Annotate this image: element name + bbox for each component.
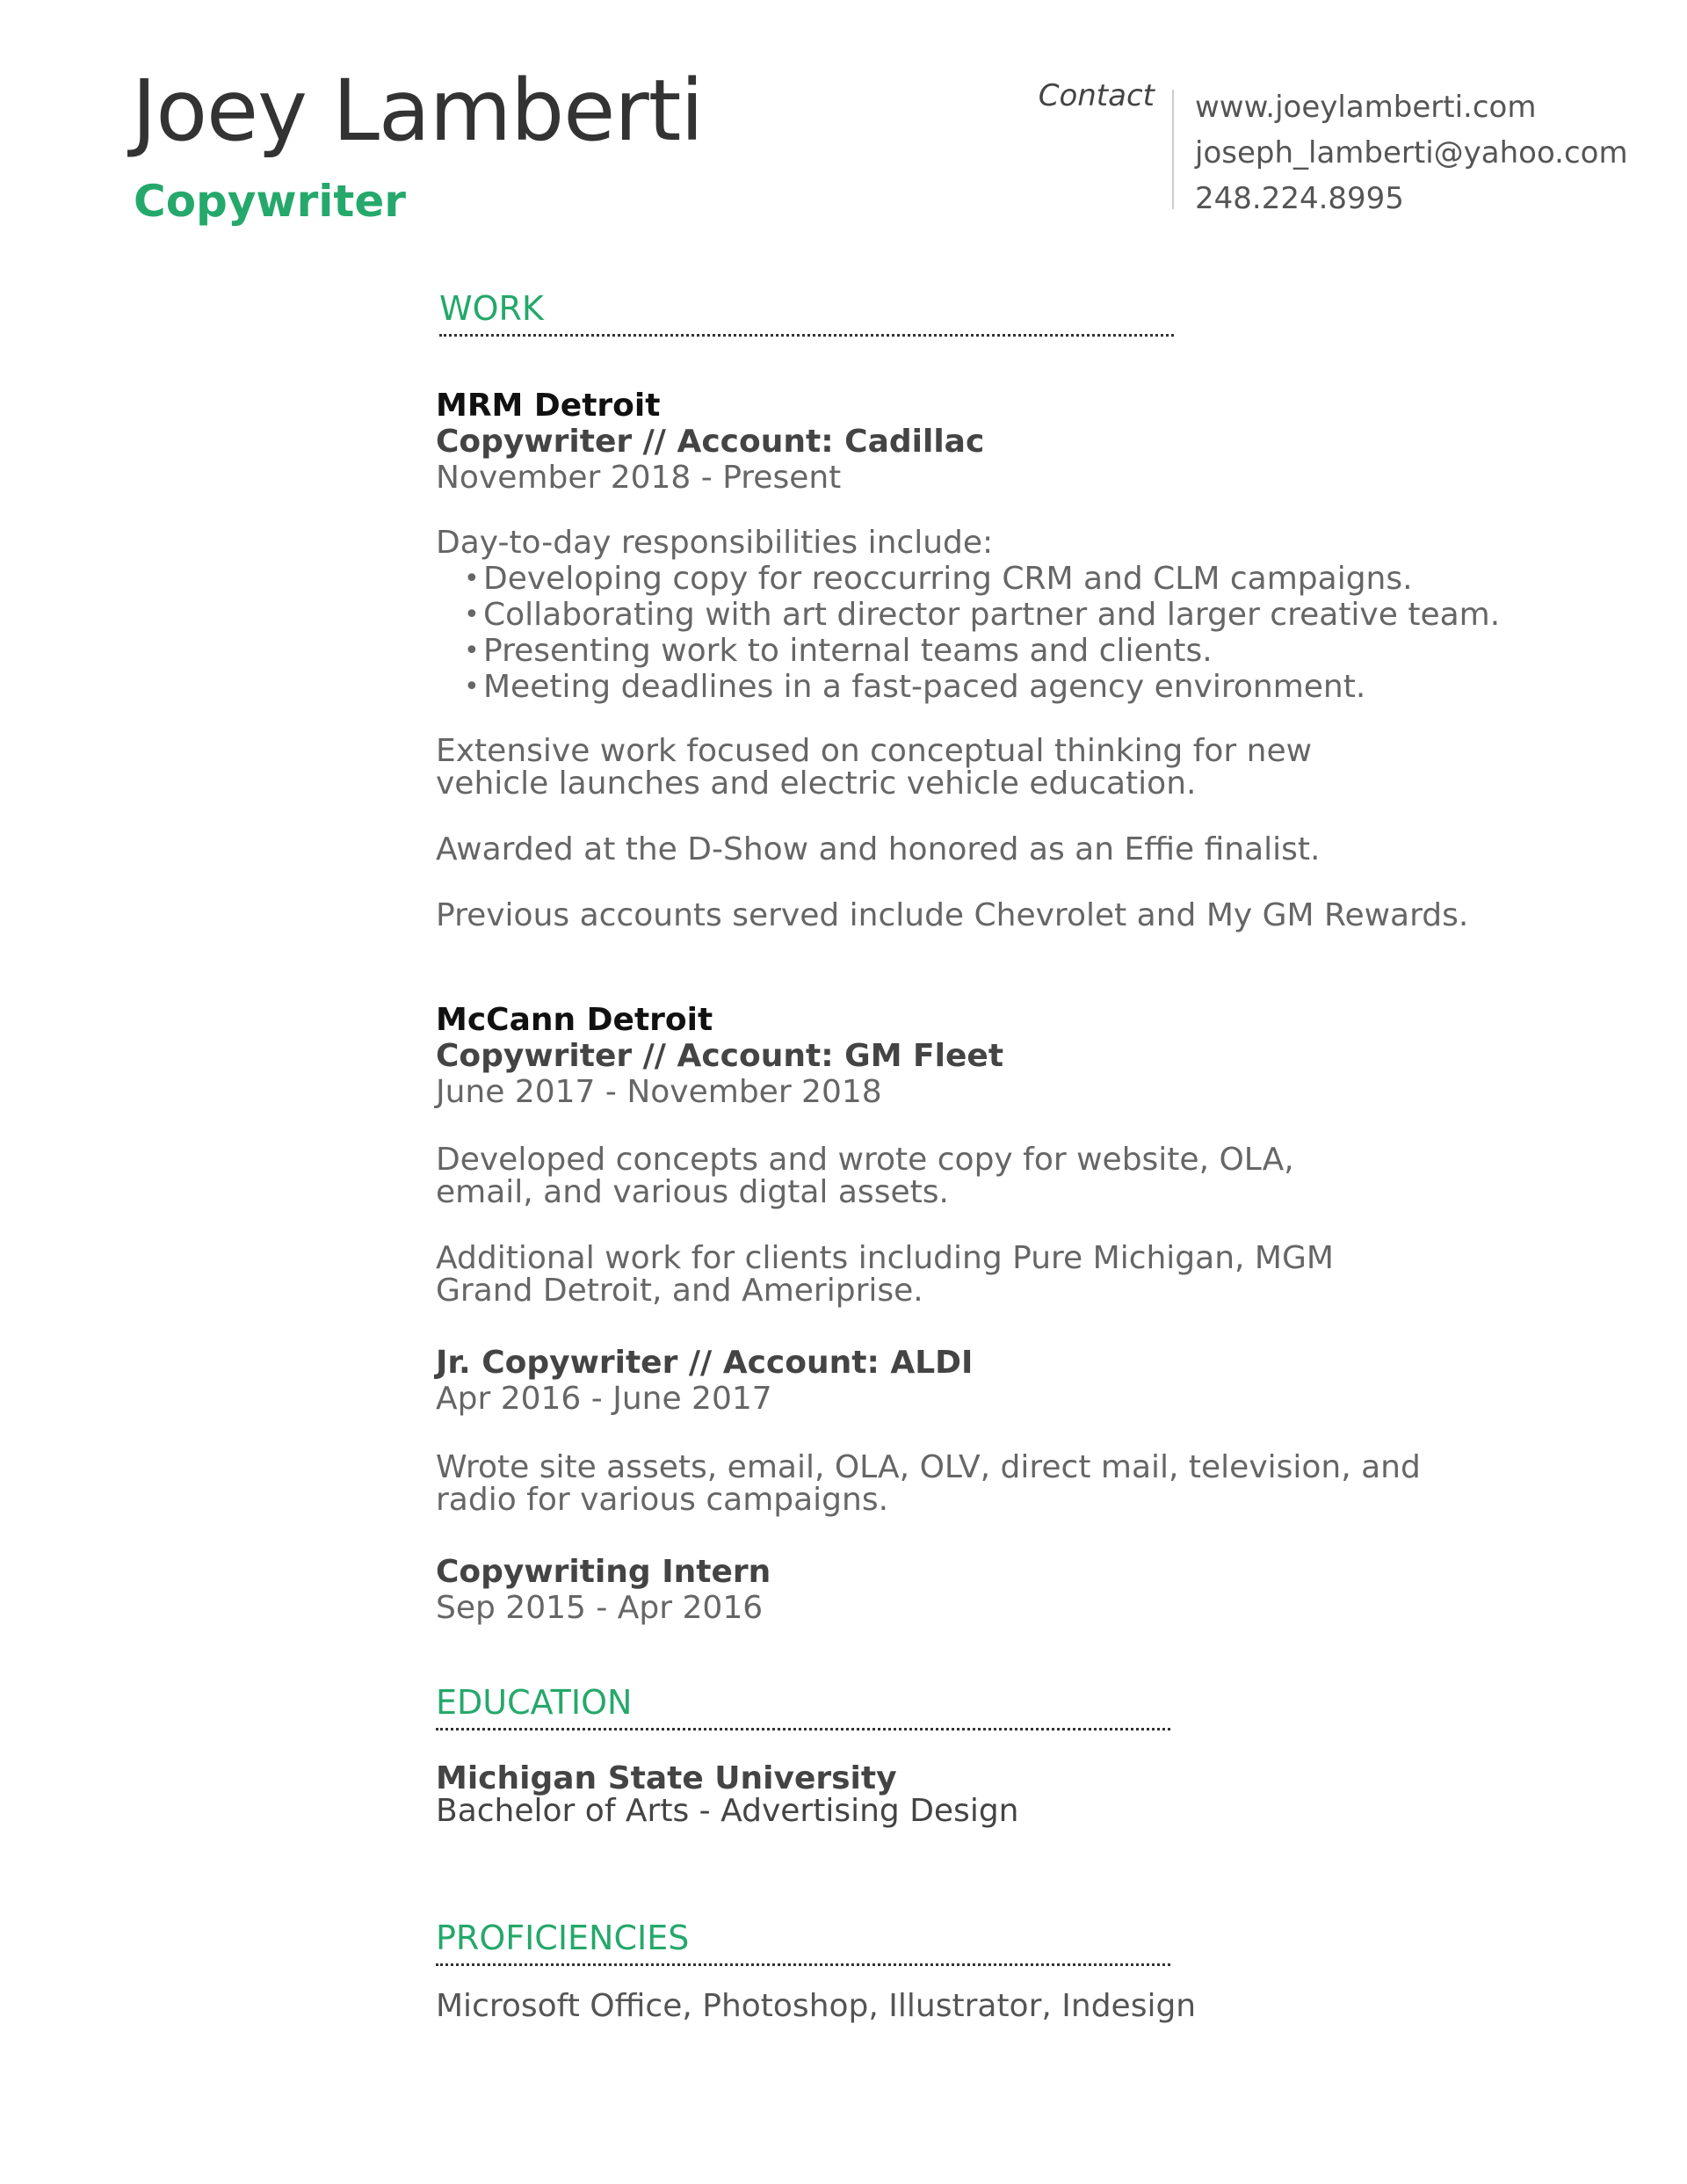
job-paragraph: Developed concepts and wrote copy for website, OLA, email, and various digtal assets. bbox=[436, 1142, 1294, 1210]
job-paragraph: Awarded at the D-Show and honored as an Effie finalist. bbox=[436, 831, 1321, 867]
job-title: Jr. Copywriter // Account: ALDI bbox=[436, 1345, 974, 1381]
resume-name: Joey Lamberti bbox=[132, 62, 704, 160]
job-title: Copywriter // Account: GM Fleet bbox=[436, 1038, 1004, 1074]
job-mrm-responsibilities bbox=[436, 525, 1501, 705]
list-item: • Developing copy for reoccurring CRM and CLM campaigns. bbox=[464, 561, 1413, 597]
list-item: • Presenting work to internal teams and clients. bbox=[464, 633, 1213, 669]
contact-list bbox=[1195, 84, 1628, 221]
contact-divider bbox=[1172, 90, 1174, 209]
contact-website: www.joeylamberti.com bbox=[1195, 90, 1537, 125]
job-paragraph: Additional work for clients including Pure Michigan, MGM Grand Detroit, and Ameriprise. bbox=[436, 1240, 1334, 1309]
contact-label: Contact bbox=[1038, 78, 1155, 113]
contact-email: joseph_lamberti@yahoo.com bbox=[1195, 135, 1628, 171]
responsibilities-list bbox=[436, 561, 1501, 705]
degree: Bachelor of Arts - Advertising Design bbox=[436, 1793, 1019, 1829]
job-aldi-header bbox=[436, 1345, 1473, 1417]
section-title-work: WORK bbox=[439, 292, 1174, 337]
list-item: • Meeting deadlines in a fast-paced agency environment. bbox=[464, 669, 1366, 705]
job-title: Copywriting Intern bbox=[436, 1554, 771, 1590]
resume-role: Copywriter bbox=[134, 176, 406, 227]
company-name: MRM Detroit bbox=[436, 388, 661, 424]
section-title-education: EDUCATION bbox=[436, 1686, 1170, 1731]
contact-phone: 248.224.8995 bbox=[1195, 181, 1404, 216]
proficiencies-list: Microsoft Office, Photoshop, Illustrator, Indesign bbox=[436, 1988, 1197, 2024]
job-mrm-header bbox=[436, 388, 1473, 496]
job-dates: Apr 2016 - June 2017 bbox=[436, 1381, 772, 1417]
job-paragraph: Wrote site assets, email, OLA, OLV, direct mail, television, and radio for various campaigns. bbox=[436, 1449, 1421, 1518]
bullet-icon: • bbox=[464, 635, 480, 666]
job-title: Copywriter // Account: Cadillac bbox=[436, 424, 985, 460]
bullet-icon: • bbox=[464, 599, 480, 630]
responsibilities-intro: Day-to-day responsibilities include: bbox=[436, 525, 994, 561]
bullet-icon: • bbox=[464, 671, 480, 702]
section-title-proficiencies: PROFICIENCIES bbox=[436, 1921, 1170, 1966]
job-paragraph: Extensive work focused on conceptual thinking for new vehicle launches and electric vehicle education. bbox=[436, 733, 1313, 802]
job-mccann-header bbox=[436, 1002, 1473, 1110]
education-entry bbox=[436, 1762, 1473, 1827]
job-paragraph: Previous accounts served include Chevrolet and My GM Rewards. bbox=[436, 897, 1469, 933]
job-dates: June 2017 - November 2018 bbox=[436, 1074, 882, 1110]
list-item: • Collaborating with art director partner and larger creative team. bbox=[464, 597, 1501, 633]
company-name: McCann Detroit bbox=[436, 1002, 713, 1038]
job-intern-header bbox=[436, 1554, 1473, 1626]
job-dates: Sep 2015 - Apr 2016 bbox=[436, 1590, 764, 1626]
school-name: Michigan State University bbox=[436, 1760, 897, 1796]
job-dates: November 2018 - Present bbox=[436, 460, 842, 496]
bullet-icon: • bbox=[464, 563, 480, 594]
